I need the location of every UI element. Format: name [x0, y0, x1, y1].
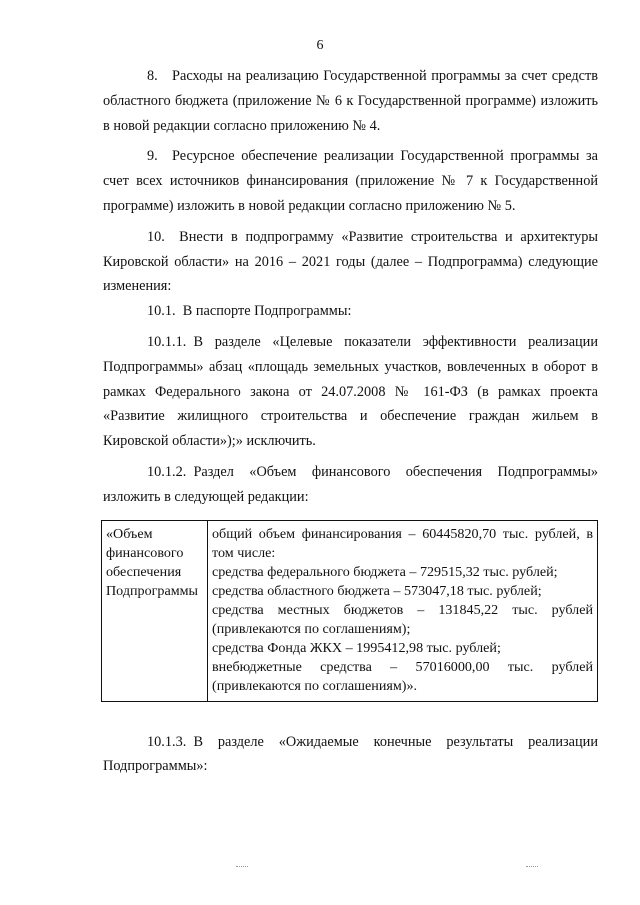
financing-line-housing-fund: средства Фонда ЖКХ – 1995412,98 тыс. рублей; — [212, 639, 501, 656]
financing-line-total: общий объем финансирования – 60445820,70 тыс. рублей, в том числе: — [212, 525, 593, 561]
paragraph-10-1-3: 10.1.3. В разделе «Ожидаемые конечные результаты реализации Подпрограммы»: — [103, 733, 598, 775]
financing-table — [101, 520, 598, 702]
paragraph-10-1-2: 10.1.2. Раздел «Объем финансового обеспечения Подпрограммы» изложить в следующей редакции: — [103, 463, 598, 505]
financing-line-regional: средства областного бюджета – 573047,18 тыс. рублей; — [212, 582, 542, 599]
paragraph-9: 9. Ресурсное обеспечение реализации Государственной программы за счет всех источников финансирования (приложение № 7 к Государственной программе) изложить в новой редакции согласно приложению № 5. — [103, 148, 598, 214]
paragraph-10-1: 10.1. В паспорте Подпрограммы: — [147, 303, 352, 320]
paragraph-10-1-1: 10.1.1. В разделе «Целевые показатели эффективности реализации Подпрограммы» абзац «площадь земельных участков, вовлеченных в оборот в рамках Федерального закона от 24.07.2008 № 161-ФЗ (в рамках проекта «Развитие жилищного строительства и обеспечение граждан жильем в Кировской области»);» исключить. — [103, 333, 598, 450]
financing-line-federal: средства федерального бюджета – 729515,32 тыс. рублей; — [212, 563, 558, 580]
paragraph-10: 10. Внести в подпрограмму «Развитие строительства и архитектуры Кировской области» на 2016 – 2021 годы (далее – Подпрограмма) следующие изменения: — [103, 228, 598, 295]
page-number: 6 — [316, 38, 324, 53]
financing-line-extrabudgetary: внебюджетные средства – 57016000,00 тыс. рублей (привлекаются по соглашениям)». — [212, 658, 593, 694]
document-body — [103, 64, 598, 779]
scan-artifact-left — [236, 866, 248, 868]
financing-label-cell: «Объем финансового обеспечения Подпрограммы — [102, 520, 208, 701]
financing-line-local: средства местных бюджетов – 131845,22 тыс. рублей (привлекаются по соглашениям); — [212, 601, 593, 637]
financing-values-cell — [208, 520, 598, 701]
table-row — [102, 520, 598, 701]
scan-artifact-right — [526, 866, 538, 868]
paragraph-8: 8. Расходы на реализацию Государственной программы за счет средств областного бюджета (приложение № 6 к Государственной программе) изложить в новой редакции согласно приложению № 4. — [103, 68, 598, 134]
